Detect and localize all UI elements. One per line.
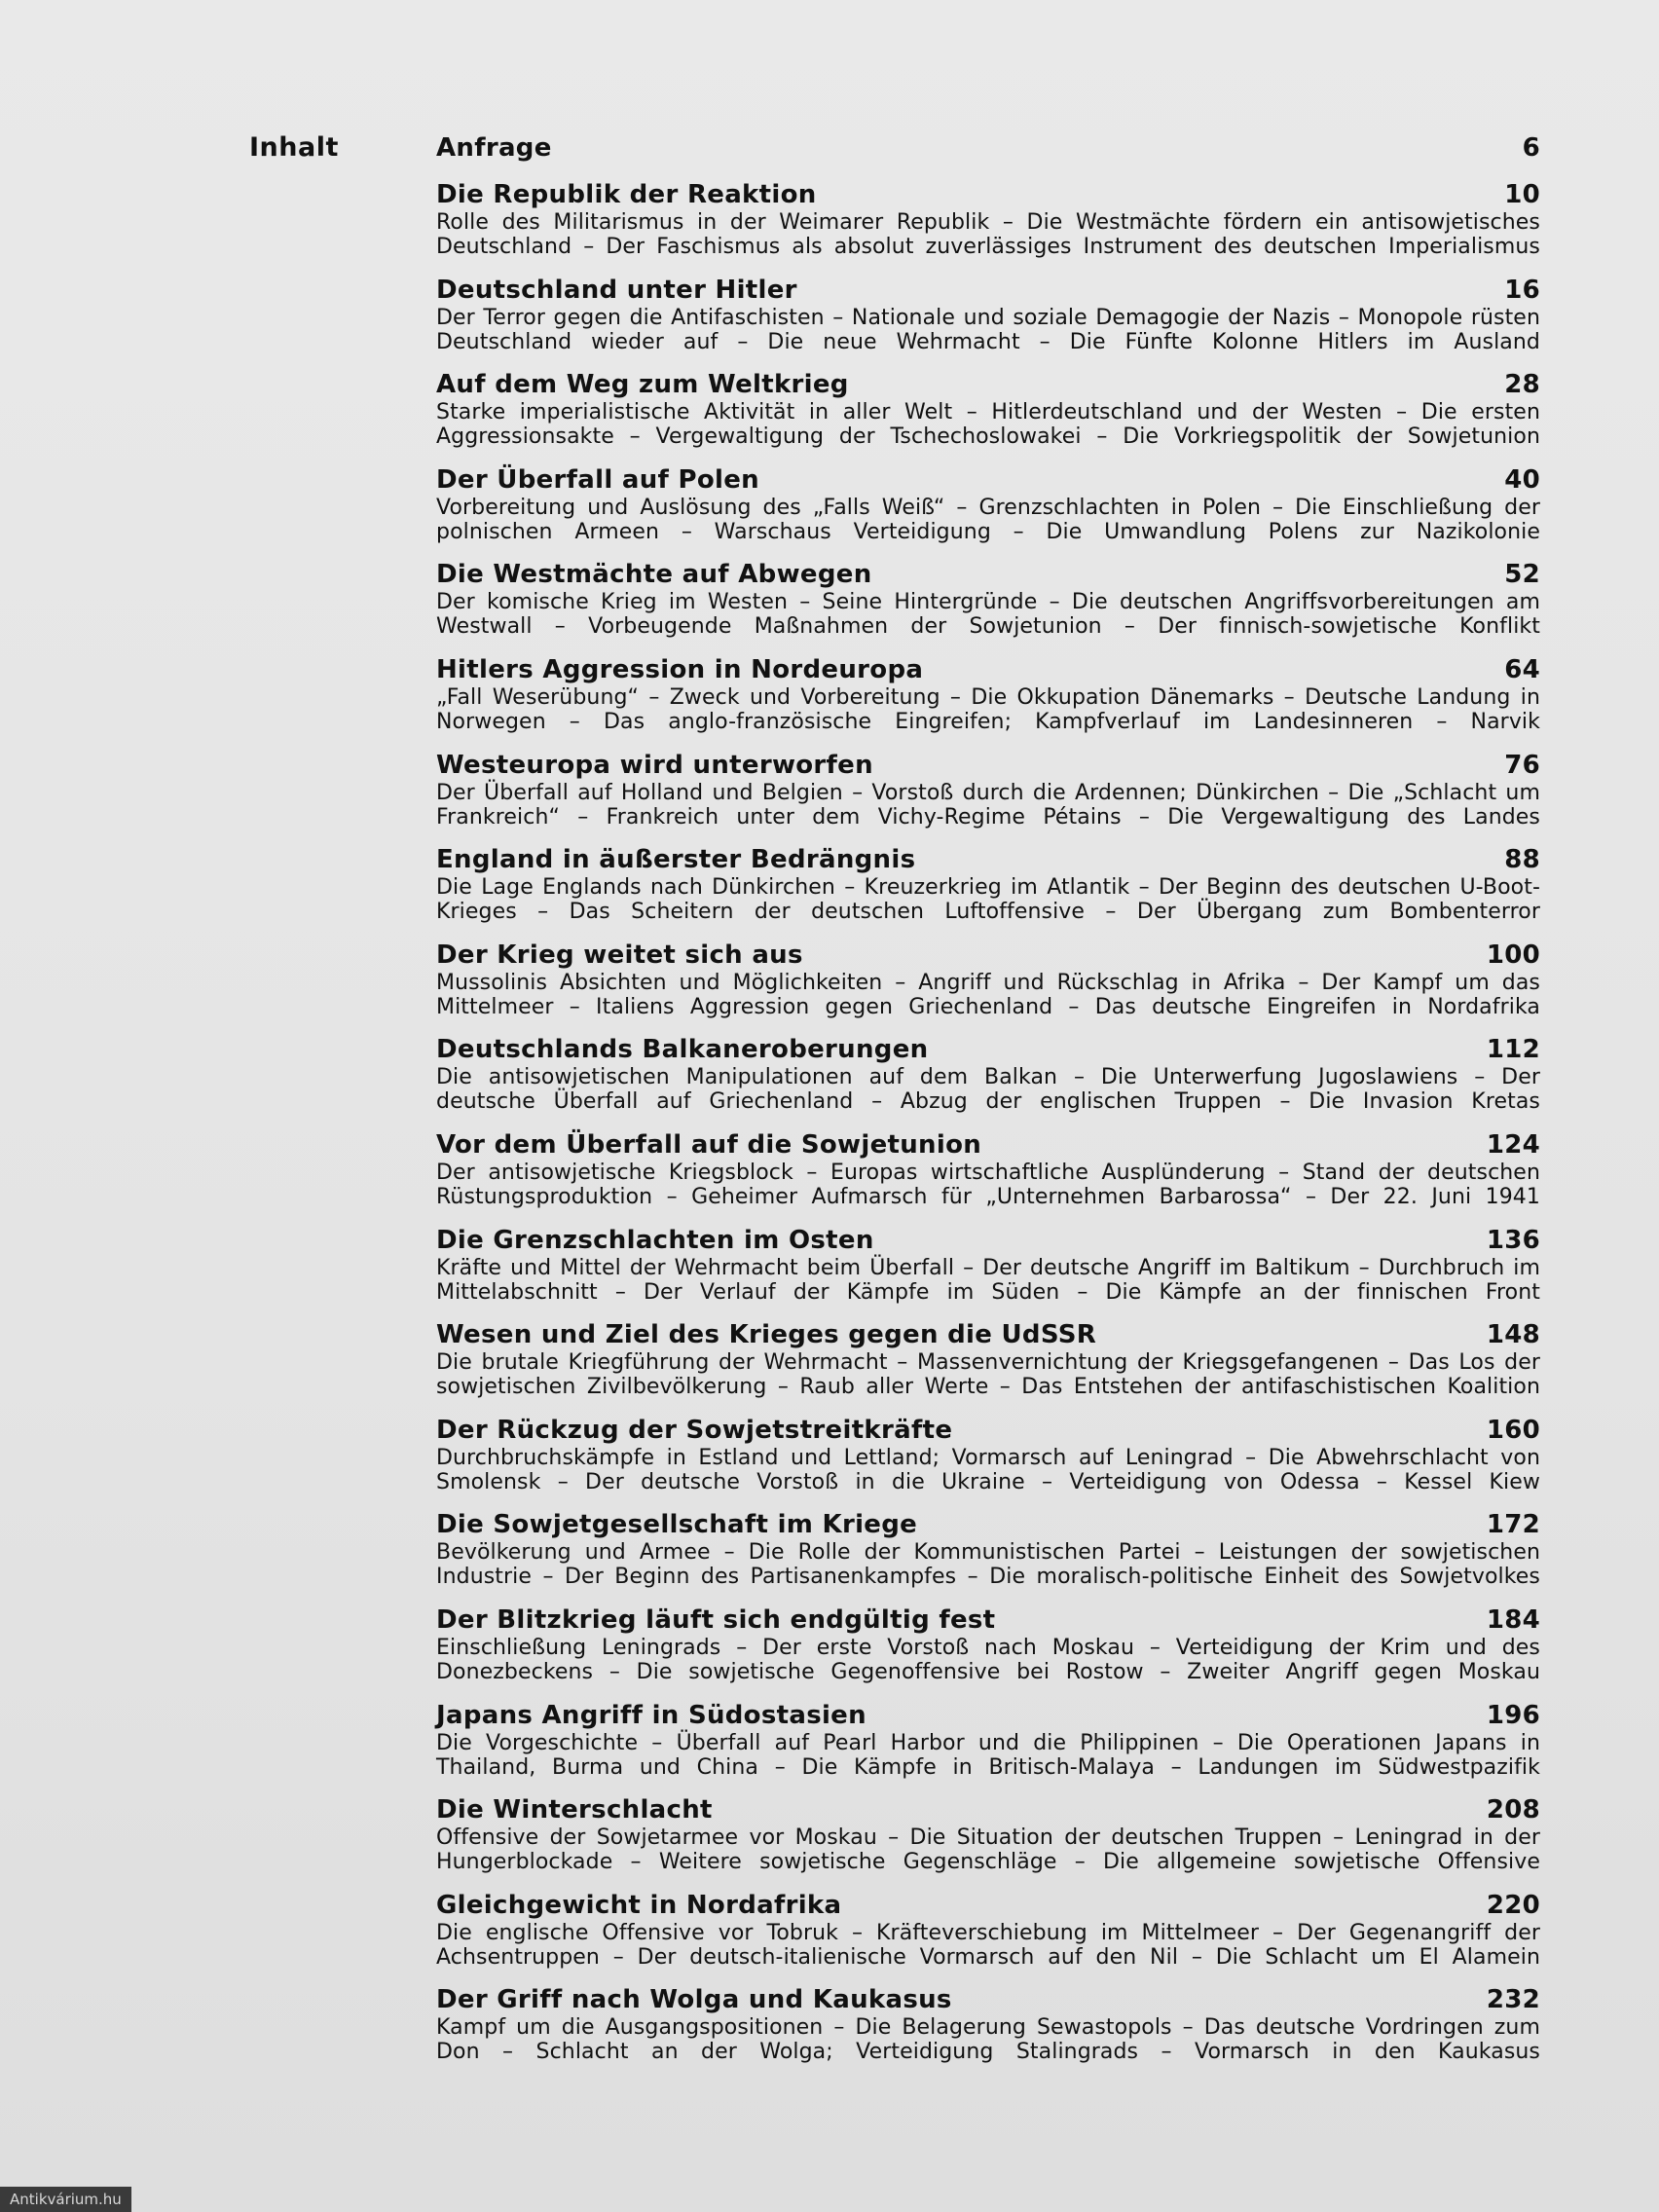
toc-entry [436,1129,1540,1225]
page-number: 112 [1486,1035,1540,1065]
toc-entry-header [436,844,1540,875]
toc-entry-header [436,750,1540,781]
chapter-title: England in äußerster Bedrängnis [436,845,916,875]
chapter-description: Rolle des Militarismus in der Weimarer Republik – Die Westmächte fördern ein antisowjetisches Deutschland – Der Faschismus als absolut zuverlässiges Instrument des deutschen Imperialismus [436,210,1540,259]
page-number: 6 [1522,133,1540,163]
toc-entry-header [436,559,1540,590]
toc-entry-header [436,940,1540,971]
chapter-description: Offensive der Sowjetarmee vor Moskau – Die Situation der deutschen Truppen – Leningrad in der Hungerblockade – Weitere sowjetische Gegenschläge – Die allgemeine sowjetische Offensive [436,1825,1540,1875]
toc-entry [436,1604,1540,1700]
toc-entry [436,369,1540,464]
toc-entry-header [436,464,1540,496]
page-number: 28 [1504,370,1540,400]
toc-entry-header [436,132,1540,164]
toc-entry-header [436,1794,1540,1825]
toc-entry-header [436,1034,1540,1065]
chapter-description: Der Überfall auf Holland und Belgien – Vorstoß durch die Ardennen; Dünkirchen – Die „Schlacht um Frankreich“ – Frankreich unter dem Vichy-Regime Pétains – Die Vergewaltigung des Landes [436,780,1540,830]
chapter-title: Deutschlands Balkaneroberungen [436,1035,929,1065]
chapter-description: Der komische Krieg im Westen – Seine Hintergründe – Die deutschen Angriffsvorbereitungen am Westwall – Vorbeugende Maßnahmen der Sowjetunion – Der finnisch-sowjetische Konflikt [436,590,1540,640]
chapter-description: Die Lage Englands nach Dünkirchen – Kreuzerkrieg im Atlantik – Der Beginn des deutschen U-Boot-Krieges – Das Scheitern der deutschen Luftoffensive – Der Übergang zum Bombenterror [436,875,1540,925]
toc-entry-header [436,1509,1540,1540]
chapter-description: Bevölkerung und Armee – Die Rolle der Kommunistischen Partei – Leistungen der sowjetischen Industrie – Der Beginn des Partisanenkampfes – Die moralisch-politische Einheit des Sowjetvolkes [436,1540,1540,1590]
toc-entry [436,275,1540,370]
toc-entry [436,1700,1540,1795]
toc-entry [436,1509,1540,1604]
chapter-title: Gleichgewicht in Nordafrika [436,1890,842,1920]
page-number: 124 [1486,1129,1540,1160]
chapter-title: Der Blitzkrieg läuft sich endgültig fest [436,1604,996,1635]
page-number: 136 [1486,1225,1540,1255]
chapter-title: Wesen und Ziel des Krieges gegen die UdSSR [436,1320,1097,1350]
chapter-description: Durchbruchskämpfe in Estland und Lettland; Vormarsch auf Leningrad – Die Abwehrschlacht von Smolensk – Der deutsche Vorstoß in die Ukraine – Verteidigung von Odessa – Kessel Kiew [436,1445,1540,1494]
chapter-description: Die brutale Kriegführung der Wehrmacht – Massenvernichtung der Kriegsgefangenen – Das Los der sowjetischen Zivilbevölkerung – Raub aller Werte – Das Entstehen der antifaschistischen Koalition [436,1350,1540,1400]
page-number: 172 [1486,1510,1540,1540]
toc-entry-header [436,1604,1540,1636]
chapter-title: Die Sowjetgesellschaft im Kriege [436,1510,918,1540]
chapter-title: Der Rückzug der Sowjetstreitkräfte [436,1415,953,1445]
toc-entry-header [436,1415,1540,1446]
chapter-title: Vor dem Überfall auf die Sowjetunion [436,1129,982,1160]
toc-entry [436,844,1540,940]
chapter-description: Mussolinis Absichten und Möglichkeiten – Angriff und Rückschlag in Afrika – Der Kampf um das Mittelmeer – Italiens Aggression gegen Griechenland – Das deutsche Eingreifen in Nordafrika [436,970,1540,1019]
toc-heading: Inhalt [249,132,339,163]
toc-entry-header [436,1129,1540,1161]
chapter-title: Hitlers Aggression in Nordeuropa [436,654,924,684]
chapter-description: Vorbereitung und Auslösung des „Falls Weiß“ – Grenzschlachten in Polen – Die Einschließung der polnischen Armeen – Warschaus Verteidigung – Die Umwandlung Polens zur Nazikolonie [436,495,1540,544]
toc-entry-header [436,1319,1540,1350]
page-number: 160 [1486,1415,1540,1445]
page-number: 148 [1486,1320,1540,1350]
page-number: 76 [1504,750,1540,780]
chapter-description: Der antisowjetische Kriegsblock – Europas wirtschaftliche Ausplünderung – Stand der deutschen Rüstungsproduktion – Geheimer Aufmarsch für „Unternehmen Barbarossa“ – Der 22. Juni 1941 [436,1160,1540,1209]
page-number: 196 [1486,1700,1540,1730]
toc-entry [436,1415,1540,1510]
chapter-description: Die englische Offensive vor Tobruk – Kräfteverschiebung im Mittelmeer – Der Gegenangriff der Achsentruppen – Der deutsch-italienische Vormarsch auf den Nil – Die Schlacht um El Alamein [436,1920,1540,1970]
toc-entry-header [436,1225,1540,1256]
toc-entry [436,654,1540,750]
toc-entry [436,1034,1540,1129]
chapter-title: Der Griff nach Wolga und Kaukasus [436,1985,952,2015]
chapter-description: Einschließung Leningrads – Der erste Vorstoß nach Moskau – Verteidigung der Krim und des Donezbeckens – Die sowjetische Gegenoffensive bei Rostow – Zweiter Angriff gegen Moskau [436,1635,1540,1684]
page-number: 184 [1486,1604,1540,1635]
toc-entry [436,464,1540,560]
page-number: 208 [1486,1795,1540,1825]
toc-entry-header [436,1984,1540,2015]
chapter-description: Kampf um die Ausgangspositionen – Die Belagerung Sewastopols – Das deutsche Vordringen zum Don – Schlacht an der Wolga; Verteidigung Stalingrads – Vormarsch in den Kaukasus [436,2015,1540,2065]
page-number: 88 [1504,845,1540,875]
chapter-title: Die Winterschlacht [436,1795,713,1825]
chapter-title: Die Grenzschlachten im Osten [436,1225,874,1255]
watermark: Antikvárium.hu [0,2187,131,2212]
toc-entry-header [436,1890,1540,1921]
toc-entry [436,132,1540,179]
chapter-title: Anfrage [436,133,552,163]
toc-entry [436,750,1540,845]
chapter-title: Die Republik der Reaktion [436,180,817,209]
toc-entry [436,1794,1540,1890]
toc-entry [436,1319,1540,1415]
page-number: 16 [1504,275,1540,305]
chapter-description: Starke imperialistische Aktivität in aller Welt – Hitlerdeutschland und der Westen – Die ersten Aggressionsakte – Vergewaltigung der Tschechoslowakei – Die Vorkriegspolitik der Sowjetunion [436,400,1540,450]
toc-entry-header [436,179,1540,210]
page-number: 52 [1504,560,1540,590]
chapter-title: Westeuropa wird unterworfen [436,750,873,780]
chapter-description: Die Vorgeschichte – Überfall auf Pearl Harbor und die Philippinen – Die Operationen Japans in Thailand, Burma und China – Die Kämpfe in Britisch-Malaya – Landungen im Südwestpazifik [436,1730,1540,1780]
table-of-contents [436,132,1540,2080]
toc-entry [436,1890,1540,1985]
chapter-title: Auf dem Weg zum Weltkrieg [436,370,849,400]
chapter-title: Deutschland unter Hitler [436,275,797,305]
toc-entry-header [436,1700,1540,1731]
toc-entry [436,1225,1540,1320]
toc-entry-header [436,275,1540,306]
toc-entry [436,940,1540,1035]
page-number: 10 [1504,180,1540,209]
page-number: 100 [1486,940,1540,970]
toc-entry-header [436,654,1540,685]
toc-entry-header [436,369,1540,400]
page-number: 64 [1504,654,1540,684]
page-number: 220 [1486,1890,1540,1920]
chapter-description: „Fall Weserübung“ – Zweck und Vorbereitung – Die Okkupation Dänemarks – Deutsche Landung in Norwegen – Das anglo-französische Eingreifen; Kampfverlauf im Landesinneren – Narvik [436,684,1540,734]
chapter-description: Kräfte und Mittel der Wehrmacht beim Überfall – Der deutsche Angriff im Baltikum – Durchbruch im Mittelabschnitt – Der Verlauf der Kämpfe im Süden – Die Kämpfe an der finnischen Front [436,1255,1540,1305]
chapter-description: Der Terror gegen die Antifaschisten – Nationale und soziale Demagogie der Nazis – Monopole rüsten Deutschland wieder auf – Die neue Wehrmacht – Die Fünfte Kolonne Hitlers im Ausland [436,305,1540,354]
toc-entry [436,179,1540,275]
page-number: 40 [1504,464,1540,495]
toc-entry [436,1984,1540,2080]
chapter-description: Die antisowjetischen Manipulationen auf dem Balkan – Die Unterwerfung Jugoslawiens – Der deutsche Überfall auf Griechenland – Abzug der englischen Truppen – Die Invasion Kretas [436,1065,1540,1115]
page-number: 232 [1486,1985,1540,2015]
chapter-title: Der Krieg weitet sich aus [436,940,803,970]
toc-entry [436,559,1540,654]
chapter-title: Japans Angriff in Südostasien [436,1700,866,1730]
chapter-title: Der Überfall auf Polen [436,464,759,495]
chapter-title: Die Westmächte auf Abwegen [436,560,872,590]
